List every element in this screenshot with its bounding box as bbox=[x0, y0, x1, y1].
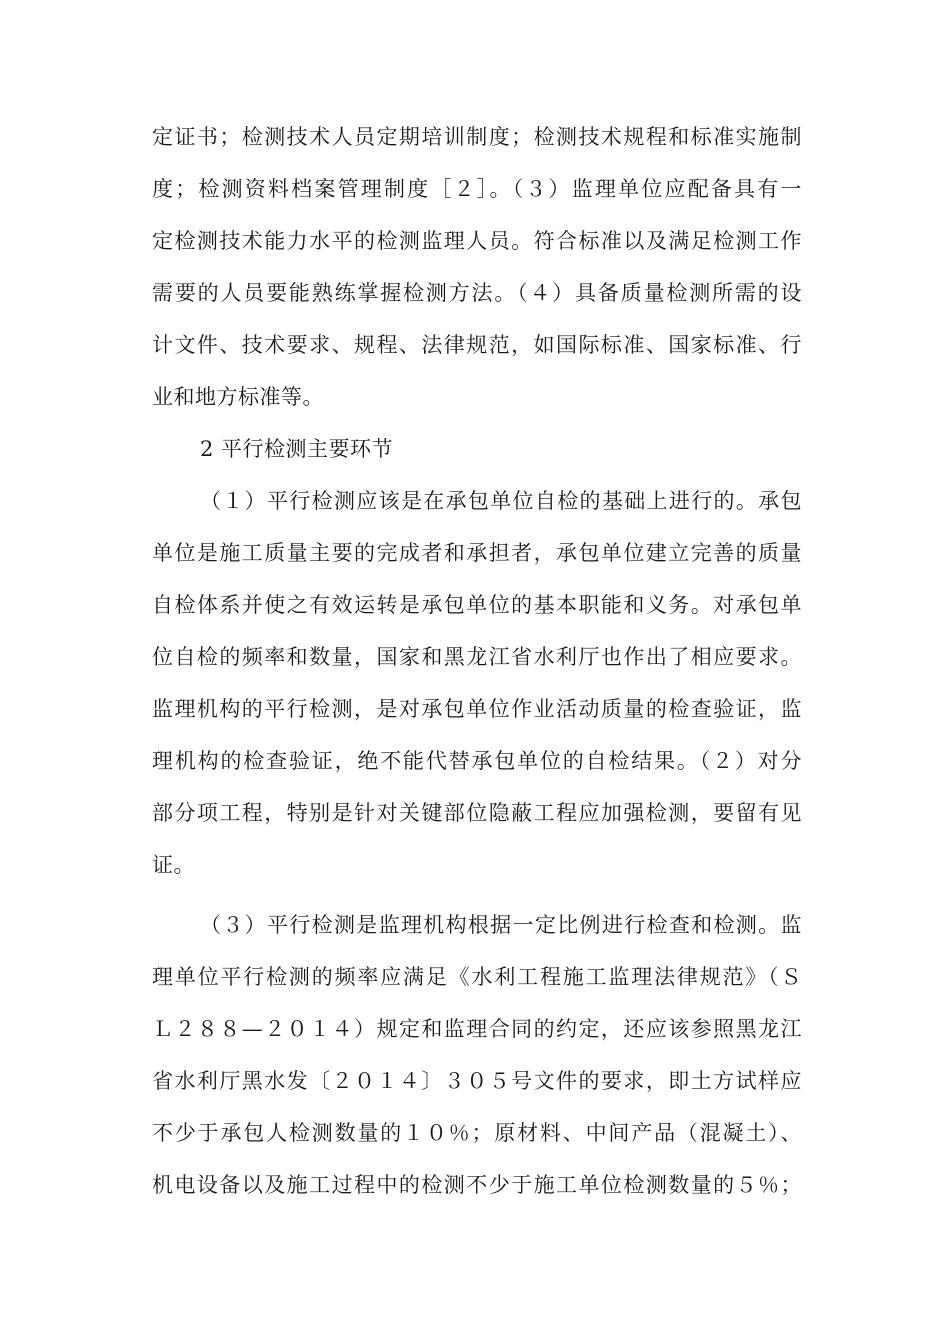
text-line: 业和地方标准等。 bbox=[152, 385, 324, 409]
text-line: 单位是施工质量主要的完成者和承担者，承包单位建立完善的质量 bbox=[152, 541, 802, 565]
heading-text: 2 平行检测主要环节 bbox=[200, 437, 394, 461]
text-line: 度；检测资料档案管理制度［２］。（３）监理单位应配备具有一 bbox=[152, 177, 802, 201]
text-line: 证。 bbox=[152, 853, 195, 877]
text-line: 需要的人员要能熟练掌握检测方法。（４）具备质量检测所需的设 bbox=[152, 281, 802, 305]
document-page bbox=[152, 117, 802, 1217]
text-line: 监理机构的平行检测，是对承包单位作业活动质量的检查验证，监 bbox=[152, 697, 802, 721]
text-line: （３）平行检测是监理机构根据一定比例进行检查和检测。监 bbox=[200, 913, 802, 937]
text-line: （１）平行检测应该是在承包单位自检的基础上进行的。承包 bbox=[200, 489, 802, 513]
text-line: 机电设备以及施工过程中的检测不少于施工单位检测数量的５％； bbox=[152, 1173, 802, 1197]
text-line: 位自检的频率和数量，国家和黑龙江省水利厅也作出了相应要求。 bbox=[152, 645, 802, 669]
paragraph-1 bbox=[152, 117, 802, 429]
paragraph-2 bbox=[152, 481, 802, 897]
text-line: Ｌ２８８—２０１４）规定和监理合同的约定，还应该参照黑龙江 bbox=[152, 1017, 802, 1041]
text-line: 定检测技术能力水平的检测监理人员。符合标准以及满足检测工作 bbox=[152, 229, 802, 253]
paragraph-3 bbox=[152, 905, 802, 1217]
text-line: 省水利厅黑水发〔２０１４〕３０５号文件的要求，即土方试样应 bbox=[152, 1069, 802, 1093]
text-line: 部分项工程，特别是针对关键部位隐蔽工程应加强检测，要留有见 bbox=[152, 801, 802, 825]
text-line: 定证书；检测技术人员定期培训制度；检测技术规程和标准实施制 bbox=[152, 125, 802, 149]
text-line: 理单位平行检测的频率应满足《水利工程施工监理法律规范》（Ｓ bbox=[152, 965, 802, 989]
text-line: 理机构的检查验证，绝不能代替承包单位的自检结果。（２）对分 bbox=[152, 749, 802, 773]
text-line: 计文件、技术要求、规程、法律规范，如国际标准、国家标准、行 bbox=[152, 333, 802, 357]
text-line: 自检体系并使之有效运转是承包单位的基本职能和义务。对承包单 bbox=[152, 593, 802, 617]
section-heading bbox=[152, 429, 802, 481]
text-line: 不少于承包人检测数量的１０％；原材料、中间产品（混凝土）、 bbox=[152, 1121, 802, 1145]
